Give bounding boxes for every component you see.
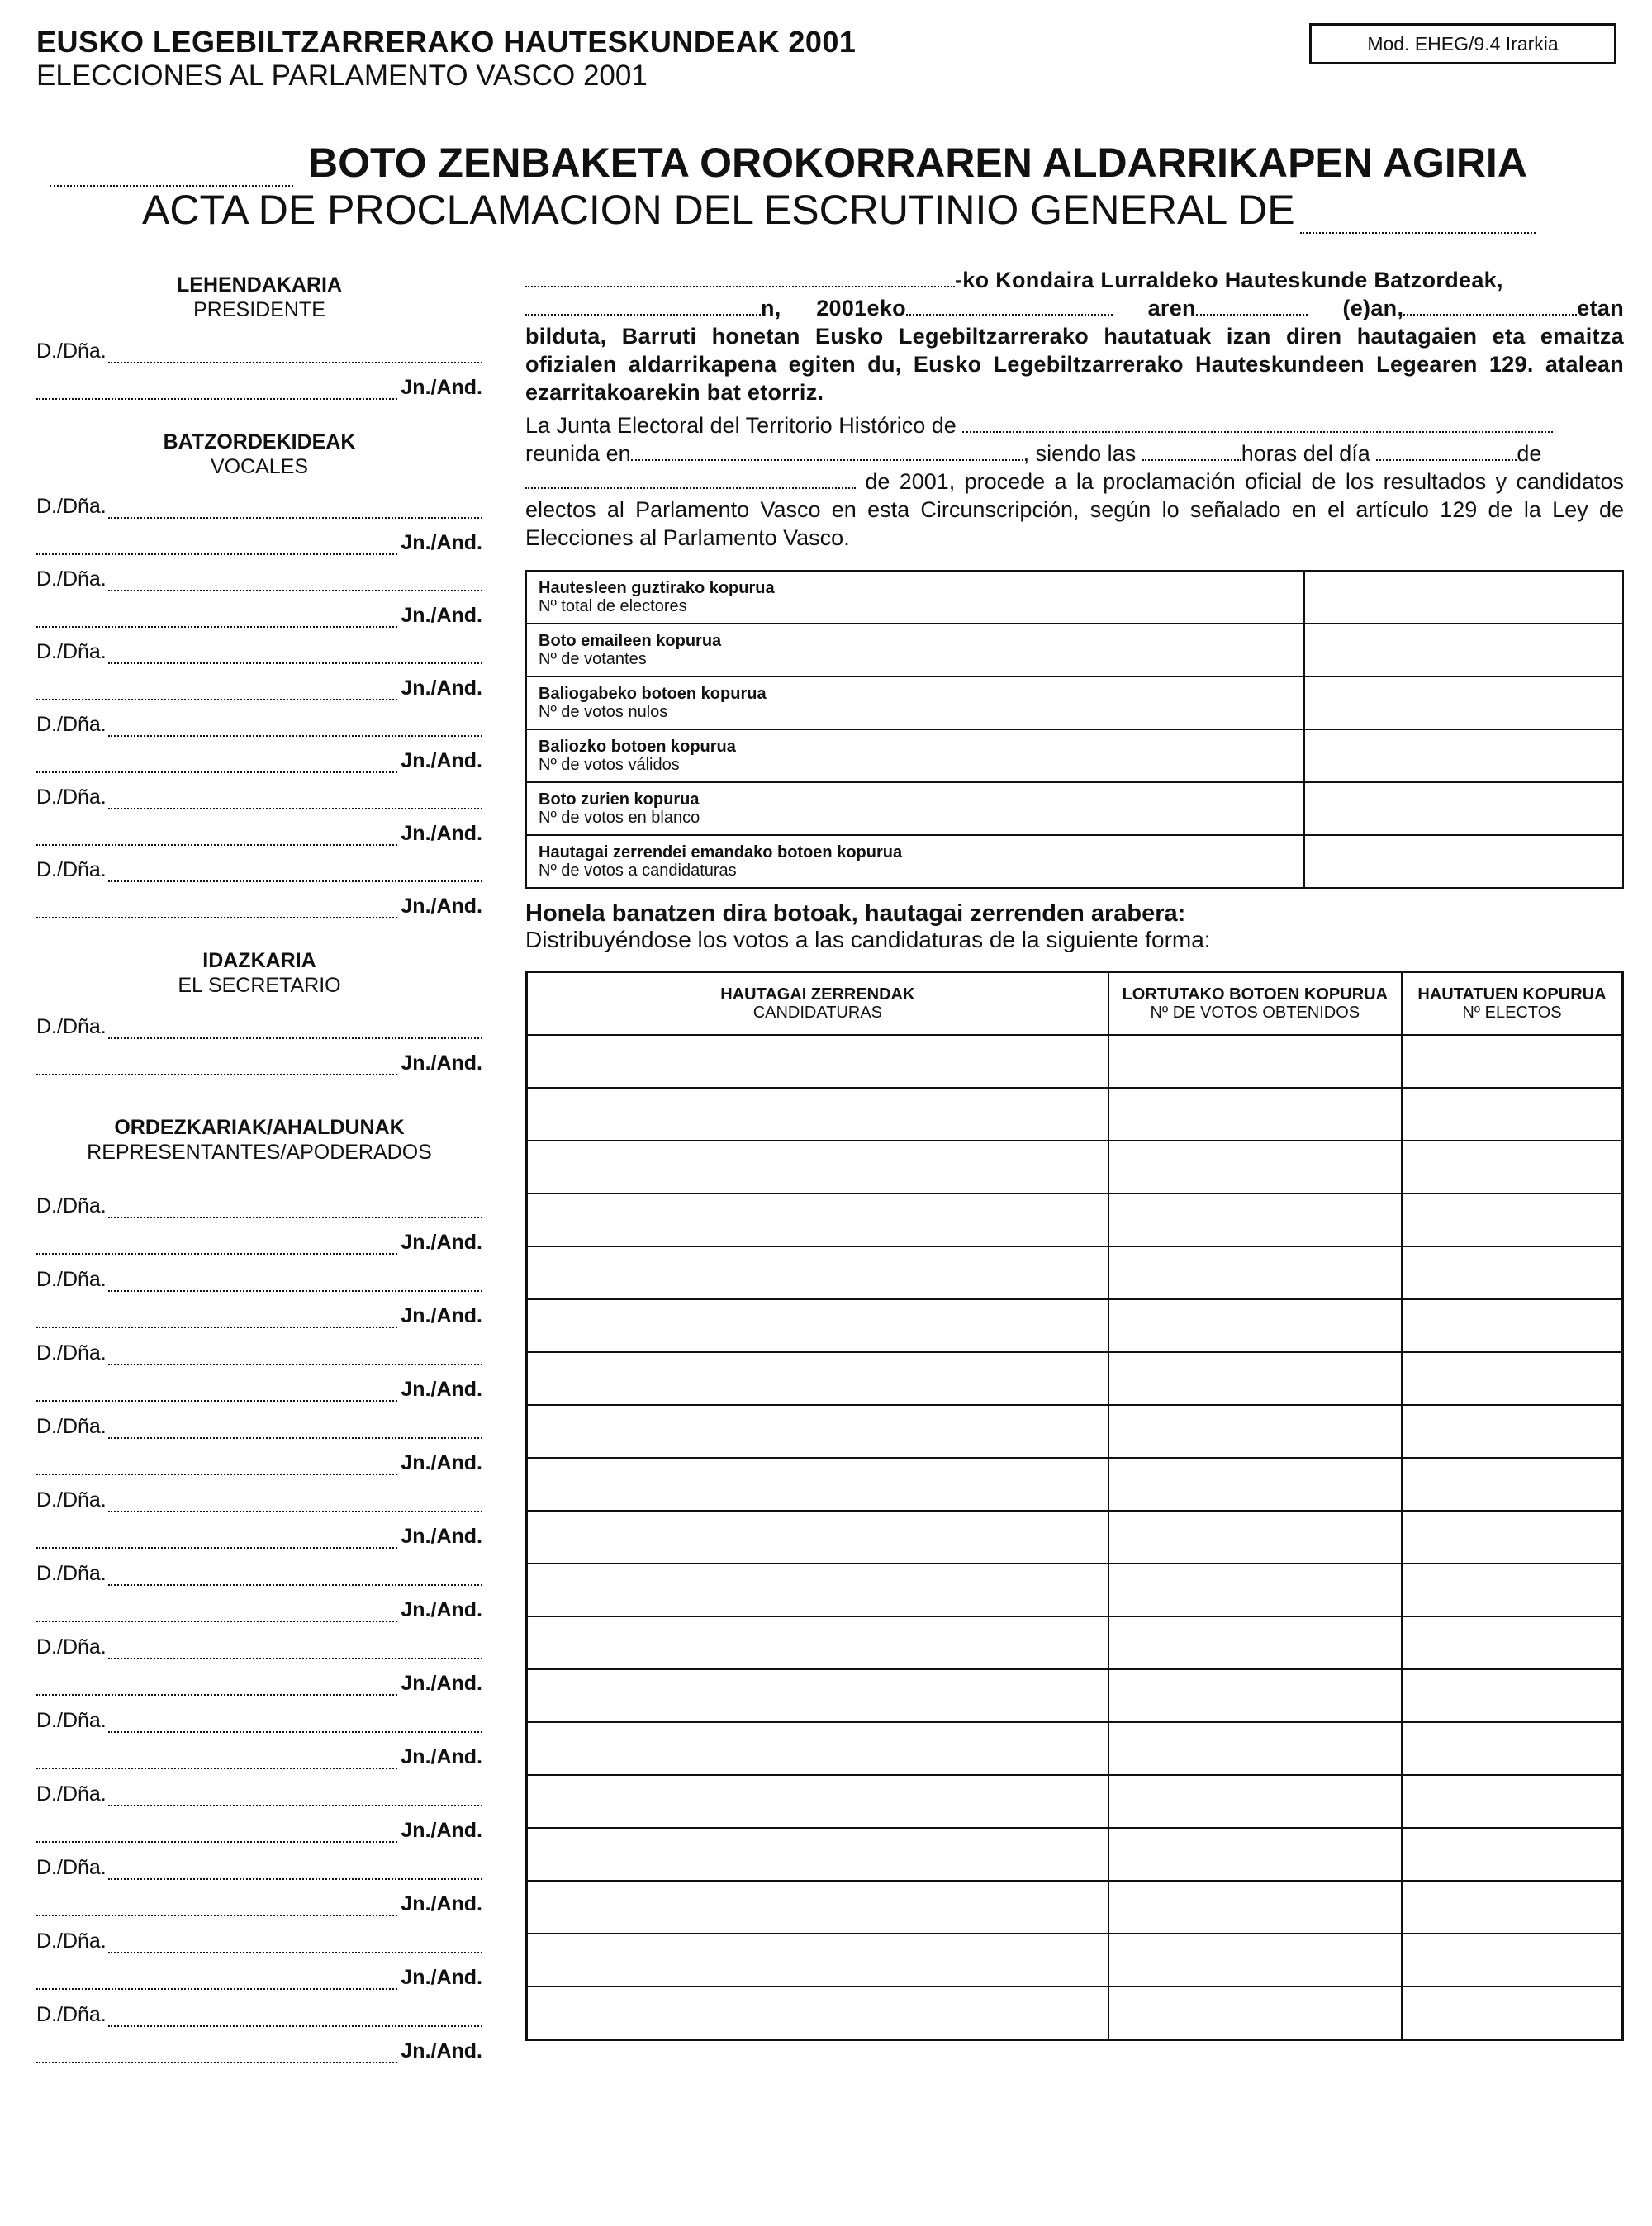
- secretary-signature: [36, 1014, 482, 1075]
- dona-label: D./Dña.: [36, 1782, 107, 1806]
- and-label: Jn./And.: [401, 1745, 482, 1768]
- vocales-heading-eu: BATZORDEKIDEAK: [163, 430, 356, 453]
- dona-label: D./Dña.: [36, 1488, 107, 1512]
- electos-cell[interactable]: [1402, 1141, 1623, 1194]
- totals-label-eu: Hautagai zerrendei emandako botoen kopurua: [539, 843, 903, 861]
- candidatura-cell[interactable]: [527, 1458, 1108, 1511]
- totals-label: [526, 624, 1304, 676]
- totals-value-cell[interactable]: [1304, 571, 1623, 624]
- candidate-row: [527, 1458, 1623, 1511]
- votos-cell[interactable]: [1108, 1035, 1402, 1088]
- votos-cell[interactable]: [1108, 1511, 1402, 1564]
- candidate-row: [527, 1881, 1623, 1934]
- candidatura-cell[interactable]: [527, 1669, 1108, 1722]
- intro-paragraph-eu: [525, 266, 1624, 406]
- votos-cell[interactable]: [1108, 1616, 1402, 1669]
- electos-cell[interactable]: [1402, 1669, 1623, 1722]
- signature-fill-line[interactable]: [36, 1825, 397, 1843]
- electos-cell[interactable]: [1402, 1035, 1623, 1088]
- month-fill-line[interactable]: [906, 297, 1113, 316]
- candidatura-cell[interactable]: [527, 1564, 1108, 1616]
- day-fill-line[interactable]: [1196, 297, 1308, 316]
- intro-es-part5: de: [1517, 441, 1542, 466]
- representative-signature-8: [36, 1708, 482, 1769]
- title-fill-line[interactable]: [50, 150, 293, 187]
- and-label: Jn./And.: [401, 676, 482, 700]
- header-candidaturas-eu: HAUTAGAI ZERRENDAK: [720, 985, 915, 1004]
- and-label: Jn./And.: [401, 1378, 482, 1401]
- candidate-row: [527, 1564, 1623, 1616]
- candidate-row: [527, 1511, 1623, 1564]
- header-candidaturas: [527, 972, 1108, 1036]
- votos-cell[interactable]: [1108, 1986, 1402, 2040]
- candidate-row: [527, 1828, 1623, 1881]
- model-code-box: [1309, 23, 1616, 64]
- dona-label: D./Dña.: [36, 495, 107, 518]
- name-fill-line[interactable]: [108, 1347, 482, 1365]
- totals-label: [526, 782, 1304, 835]
- lugar-fill-line[interactable]: [631, 443, 1023, 461]
- intro-es-part4: horas del día: [1241, 441, 1370, 466]
- header-electos-es: Nº ELECTOS: [1462, 1004, 1562, 1022]
- signature-fill-line[interactable]: [36, 1678, 397, 1696]
- signature-fill-line[interactable]: [36, 1384, 397, 1402]
- dona-label: D./Dña.: [36, 1415, 107, 1438]
- candidate-row: [527, 1669, 1623, 1722]
- candidatura-cell[interactable]: [527, 1828, 1108, 1881]
- totals-row: [526, 782, 1623, 835]
- electos-cell[interactable]: [1402, 1352, 1623, 1405]
- votos-cell[interactable]: [1108, 1194, 1402, 1246]
- document-title-es: [142, 186, 1536, 234]
- votos-cell[interactable]: [1108, 1299, 1402, 1352]
- name-fill-line[interactable]: [108, 1021, 482, 1039]
- representatives-heading-es: REPRESENTANTES/APODERADOS: [87, 1141, 432, 1164]
- candidate-row: [527, 1775, 1623, 1828]
- totals-label-es: Nº de votos válidos: [539, 756, 680, 774]
- votos-cell[interactable]: [1108, 1669, 1402, 1722]
- representative-signature-12: [36, 2002, 482, 2063]
- votos-cell[interactable]: [1108, 1564, 1402, 1616]
- dona-label: D./Dña.: [36, 786, 107, 809]
- intro-eu-part4: (e)an,: [1342, 296, 1404, 320]
- mes-fill-line[interactable]: [525, 471, 856, 489]
- votos-cell[interactable]: [1108, 1775, 1402, 1828]
- and-label: Jn./And.: [401, 604, 482, 627]
- signature-fill-line[interactable]: [36, 900, 397, 918]
- totals-value-cell[interactable]: [1304, 624, 1623, 676]
- signature-fill-line[interactable]: [36, 537, 397, 555]
- representative-signature-3: [36, 1341, 482, 1402]
- candidate-row: [527, 1246, 1623, 1299]
- representative-signature-7: [36, 1635, 482, 1696]
- and-label: Jn./And.: [401, 1304, 482, 1327]
- name-fill-line[interactable]: [108, 1862, 482, 1880]
- totals-label-eu: Baliozko botoen kopurua: [539, 738, 736, 756]
- totals-table: [525, 570, 1624, 889]
- dona-label: D./Dña.: [36, 1929, 107, 1953]
- votos-cell[interactable]: [1108, 1405, 1402, 1458]
- and-label: Jn./And.: [401, 2039, 482, 2062]
- and-label: Jn./And.: [401, 1819, 482, 1842]
- totals-label-es: Nº de votos nulos: [539, 703, 668, 721]
- candidatura-cell[interactable]: [527, 1088, 1108, 1141]
- votos-cell[interactable]: [1108, 1246, 1402, 1299]
- representative-signature-9: [36, 1782, 482, 1843]
- president-heading: [36, 273, 482, 322]
- electos-cell[interactable]: [1402, 1881, 1623, 1934]
- totals-row: [526, 571, 1623, 624]
- votos-cell[interactable]: [1108, 1934, 1402, 1986]
- representative-signature-6: [36, 1561, 482, 1622]
- representatives-heading-eu: ORDEZKARIAK/AHALDUNAK: [114, 1116, 405, 1139]
- intro-eu-part6: bilduta, Barruti honetan Eusko Legebiltzarrerako hautatuak izan diren hautagaien eta emaitza ofizialen aldarrikapena egiten du, Eusko Legebiltzarrerako Hauteskundeen Legearen 129. atalean ezarritakoarekin bat etorriz.: [525, 324, 1624, 405]
- signature-fill-line[interactable]: [36, 1604, 397, 1622]
- intro-es-part3: , siendo las: [1023, 441, 1137, 466]
- and-label: Jn./And.: [401, 1231, 482, 1254]
- candidatura-cell[interactable]: [527, 1194, 1108, 1246]
- electos-cell[interactable]: [1402, 1722, 1623, 1775]
- vocal-signature-6: [36, 857, 482, 918]
- secretary-heading: [36, 948, 482, 998]
- totals-label-eu: Baliogabeko botoen kopurua: [539, 685, 767, 703]
- candidate-row: [527, 1986, 1623, 2040]
- votos-cell[interactable]: [1108, 1088, 1402, 1141]
- representative-signature-10: [36, 1855, 482, 1916]
- dona-label: D./Dña.: [36, 567, 107, 591]
- votos-cell[interactable]: [1108, 1828, 1402, 1881]
- vocales-heading: [36, 430, 482, 479]
- and-label: Jn./And.: [401, 749, 482, 772]
- candidatura-cell[interactable]: [527, 1722, 1108, 1775]
- dona-label: D./Dña.: [36, 2003, 107, 2026]
- and-label: Jn./And.: [401, 1672, 482, 1695]
- totals-label-eu: Boto emaileen kopurua: [539, 632, 722, 650]
- candidatura-cell[interactable]: [527, 1881, 1108, 1934]
- header-votos-es: Nº DE VOTOS OBTENIDOS: [1150, 1004, 1360, 1022]
- totals-label: [526, 676, 1304, 729]
- totals-value-cell[interactable]: [1304, 782, 1623, 835]
- header-electos-eu: HAUTATUEN KOPURUA: [1417, 985, 1607, 1004]
- candidate-row: [527, 1141, 1623, 1194]
- name-fill-line[interactable]: [108, 1788, 482, 1806]
- representative-signature-5: [36, 1488, 482, 1549]
- representative-signature-2: [36, 1267, 482, 1328]
- name-fill-line[interactable]: [108, 791, 482, 809]
- signature-fill-line[interactable]: [36, 1236, 397, 1255]
- candidatura-cell[interactable]: [527, 1352, 1108, 1405]
- candidatura-cell[interactable]: [527, 1511, 1108, 1564]
- dona-label: D./Dña.: [36, 1194, 107, 1217]
- vocales-heading-es: VOCALES: [210, 455, 309, 478]
- dona-label: D./Dña.: [36, 640, 107, 663]
- and-label: Jn./And.: [401, 895, 482, 918]
- and-label: Jn./And.: [401, 1892, 482, 1915]
- territorio-fill-line[interactable]: [962, 415, 1553, 433]
- candidate-row: [527, 1722, 1623, 1775]
- representative-signature-1: [36, 1194, 482, 1255]
- header-candidaturas-es: CANDIDATURAS: [752, 1004, 882, 1022]
- candidate-row: [527, 1352, 1623, 1405]
- vocal-signature-5: [36, 785, 482, 846]
- title-eu-text: BOTO ZENBAKETA OROKORRAREN ALDARRIKAPEN AGIRIA: [308, 140, 1527, 186]
- and-label: Jn./And.: [401, 531, 482, 554]
- name-fill-line[interactable]: [108, 1421, 482, 1439]
- electos-cell[interactable]: [1402, 1616, 1623, 1669]
- name-fill-line[interactable]: [108, 2009, 482, 2027]
- electos-cell[interactable]: [1402, 1194, 1623, 1246]
- intro-paragraph-es: [525, 411, 1624, 552]
- horas-fill-line[interactable]: [1142, 443, 1241, 461]
- header-electos: [1402, 972, 1623, 1036]
- votos-cell[interactable]: [1108, 1722, 1402, 1775]
- totals-label-es: Nº total de electores: [539, 597, 687, 615]
- secretary-heading-eu: IDAZKARIA: [202, 949, 316, 972]
- president-heading-es: PRESIDENTE: [193, 298, 325, 321]
- president-heading-eu: LEHENDAKARIA: [177, 273, 342, 297]
- intro-eu-part5: etan: [1577, 296, 1624, 320]
- signature-fill-line[interactable]: [36, 1057, 397, 1075]
- candidate-row: [527, 1934, 1623, 1986]
- dona-label: D./Dña.: [36, 1341, 107, 1365]
- header-title-es: ELECCIONES AL PARLAMENTO VASCO 2001: [36, 59, 648, 92]
- name-fill-line[interactable]: [108, 864, 482, 882]
- electos-cell[interactable]: [1402, 1934, 1623, 1986]
- name-fill-line[interactable]: [108, 719, 482, 737]
- vocal-signature-4: [36, 712, 482, 773]
- and-label: Jn./And.: [401, 1451, 482, 1474]
- totals-label-eu: Boto zurien kopurua: [539, 790, 700, 809]
- totals-label-es: Nº de votos en blanco: [539, 809, 700, 827]
- distribution-heading-eu: Honela banatzen dira botoak, hautagai zerrenden arabera:: [525, 900, 1186, 927]
- votos-cell[interactable]: [1108, 1352, 1402, 1405]
- candidatura-cell[interactable]: [527, 1616, 1108, 1669]
- place-fill-line[interactable]: [525, 297, 761, 316]
- name-fill-line[interactable]: [108, 1715, 482, 1733]
- title-es-text: ACTA DE PROCLAMACION DEL ESCRUTINIO GENERAL DE: [142, 187, 1295, 233]
- electos-cell[interactable]: [1402, 1828, 1623, 1881]
- signature-fill-line[interactable]: [36, 1898, 397, 1916]
- name-fill-line[interactable]: [108, 573, 482, 591]
- electos-cell[interactable]: [1402, 1299, 1623, 1352]
- name-fill-line[interactable]: [108, 501, 482, 519]
- candidates-table: [525, 971, 1624, 2041]
- totals-row: [526, 729, 1623, 782]
- candidatura-cell[interactable]: [527, 1035, 1108, 1088]
- intro-eu-part1: -ko Kondaira Lurraldeko Hauteskunde Batzordeak,: [955, 268, 1503, 292]
- and-label: Jn./And.: [401, 1051, 482, 1075]
- candidate-row: [527, 1088, 1623, 1141]
- name-fill-line[interactable]: [108, 646, 482, 664]
- totals-row: [526, 624, 1623, 676]
- dona-label: D./Dña.: [36, 339, 107, 363]
- representative-signature-11: [36, 1929, 482, 1990]
- dia-fill-line[interactable]: [1376, 443, 1517, 461]
- candidate-row: [527, 1299, 1623, 1352]
- totals-label-es: Nº de votantes: [539, 650, 647, 668]
- and-label: Jn./And.: [401, 1525, 482, 1548]
- dona-label: D./Dña.: [36, 1709, 107, 1732]
- name-fill-line[interactable]: [108, 1494, 482, 1512]
- and-label: Jn./And.: [401, 1966, 482, 1989]
- signature-fill-line[interactable]: [36, 1310, 397, 1328]
- totals-label-eu: Hautesleen guztirako kopurua: [539, 579, 775, 597]
- name-fill-line[interactable]: [108, 1935, 482, 1953]
- secretary-heading-es: EL SECRETARIO: [178, 974, 341, 997]
- electos-cell[interactable]: [1402, 1775, 1623, 1828]
- model-code: Mod. EHEG/9.4 Irarkia: [1367, 32, 1559, 55]
- signature-fill-line[interactable]: [36, 755, 397, 773]
- candidatura-cell[interactable]: [527, 1405, 1108, 1458]
- candidate-row: [527, 1405, 1623, 1458]
- electos-cell[interactable]: [1402, 1458, 1623, 1511]
- candidatura-cell[interactable]: [527, 1775, 1108, 1828]
- totals-label: [526, 729, 1304, 782]
- intro-eu-part2: n, 2001eko: [761, 296, 906, 320]
- signature-fill-line[interactable]: [36, 610, 397, 628]
- totals-value-cell[interactable]: [1304, 835, 1623, 888]
- totals-label: [526, 835, 1304, 888]
- signature-fill-line[interactable]: [36, 682, 397, 700]
- dona-label: D./Dña.: [36, 1856, 107, 1879]
- name-fill-line[interactable]: [108, 1568, 482, 1586]
- candidate-row: [527, 1616, 1623, 1669]
- totals-label: [526, 571, 1304, 624]
- intro-es-part6: de 2001, procede a la proclamación oficial de los resultados y candidatos electos al Parlamento Vasco en esta Circunscripción, según lo señalado en el artículo 129 de la Ley de Elecciones al Parlamento Vasco.: [525, 469, 1624, 550]
- signature-fill-line[interactable]: [36, 828, 397, 846]
- votos-cell[interactable]: [1108, 1458, 1402, 1511]
- votos-cell[interactable]: [1108, 1881, 1402, 1934]
- candidatura-cell[interactable]: [527, 1141, 1108, 1194]
- representative-signature-4: [36, 1414, 482, 1475]
- electos-cell[interactable]: [1402, 1088, 1623, 1141]
- dona-label: D./Dña.: [36, 858, 107, 881]
- document-title-eu: [50, 139, 1602, 187]
- totals-row: [526, 676, 1623, 729]
- candidatura-cell[interactable]: [527, 1299, 1108, 1352]
- signature-fill-line[interactable]: [36, 1457, 397, 1475]
- electos-cell[interactable]: [1402, 1986, 1623, 2040]
- dona-label: D./Dña.: [36, 1015, 107, 1038]
- intro-es-part1: La Junta Electoral del Territorio Histórico de: [525, 413, 957, 438]
- intro-eu-part3: aren: [1147, 296, 1196, 320]
- totals-value-cell[interactable]: [1304, 676, 1623, 729]
- header-title-eu: EUSKO LEGEBILTZARRERAKO HAUTESKUNDEAK 2001: [36, 25, 857, 59]
- dona-label: D./Dña.: [36, 1635, 107, 1659]
- signature-fill-line[interactable]: [36, 2045, 397, 2063]
- candidate-row: [527, 1194, 1623, 1246]
- territory-fill-line[interactable]: [525, 269, 955, 287]
- representatives-heading: [36, 1115, 482, 1165]
- distribution-heading-es: Distribuyéndose los votos a las candidaturas de la siguiente forma:: [525, 927, 1211, 952]
- signature-fill-line[interactable]: [36, 382, 397, 400]
- votos-cell[interactable]: [1108, 1141, 1402, 1194]
- totals-row: [526, 835, 1623, 888]
- electos-cell[interactable]: [1402, 1564, 1623, 1616]
- totals-label-es: Nº de votos a candidaturas: [539, 861, 737, 880]
- electos-cell[interactable]: [1402, 1246, 1623, 1299]
- header-votos-eu: LORTUTAKO BOTOEN KOPURUA: [1122, 985, 1389, 1004]
- vocal-signature-1: [36, 494, 482, 555]
- dona-label: D./Dña.: [36, 1562, 107, 1585]
- vocal-signature-3: [36, 639, 482, 700]
- candidatura-cell[interactable]: [527, 1986, 1108, 2040]
- candidatura-cell[interactable]: [527, 1934, 1108, 1986]
- signature-fill-line[interactable]: [36, 1972, 397, 1990]
- and-label: Jn./And.: [401, 822, 482, 845]
- electos-cell[interactable]: [1402, 1511, 1623, 1564]
- dona-label: D./Dña.: [36, 1268, 107, 1291]
- name-fill-line[interactable]: [108, 1200, 482, 1218]
- and-label: Jn./And.: [401, 1598, 482, 1621]
- title-territory-fill-line[interactable]: [1300, 197, 1536, 234]
- hour-fill-line[interactable]: [1403, 297, 1577, 316]
- signature-fill-line[interactable]: [36, 1531, 397, 1549]
- president-signature: [36, 339, 482, 400]
- candidate-row: [527, 1035, 1623, 1088]
- and-label: Jn./And.: [401, 376, 482, 399]
- electos-cell[interactable]: [1402, 1405, 1623, 1458]
- header-votos-obtenidos: [1108, 972, 1402, 1036]
- signature-fill-line[interactable]: [36, 1751, 397, 1769]
- candidatura-cell[interactable]: [527, 1246, 1108, 1299]
- dona-label: D./Dña.: [36, 713, 107, 736]
- totals-value-cell[interactable]: [1304, 729, 1623, 782]
- vocal-signature-2: [36, 567, 482, 628]
- intro-es-part2: reunida en: [525, 441, 631, 466]
- name-fill-line[interactable]: [108, 1274, 482, 1292]
- name-fill-line[interactable]: [108, 1641, 482, 1659]
- name-fill-line[interactable]: [108, 345, 482, 363]
